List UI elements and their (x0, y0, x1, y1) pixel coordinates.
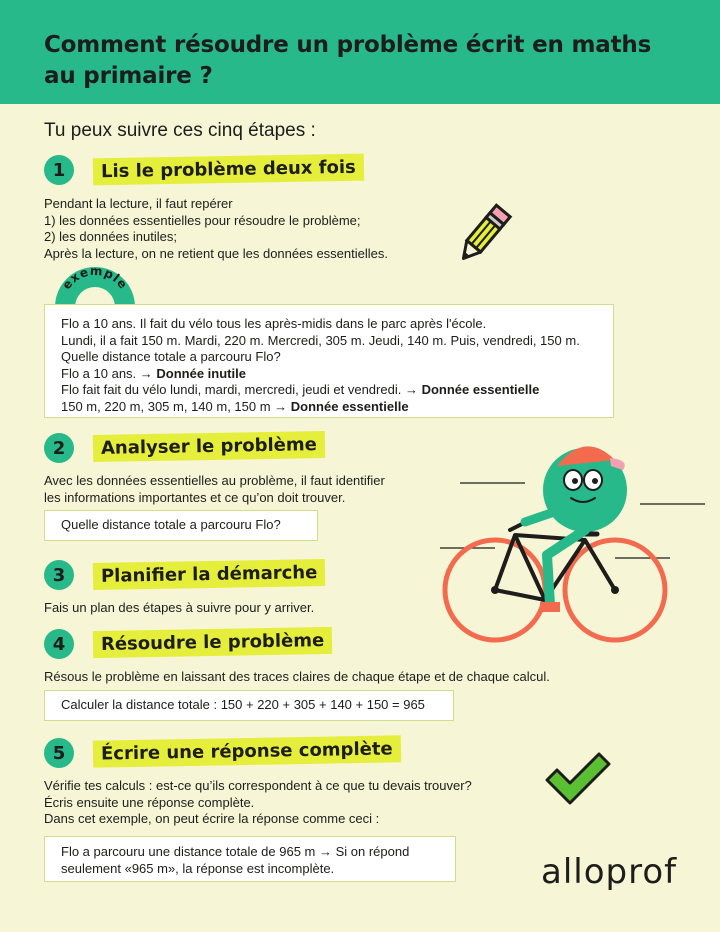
step-3-number: 3 (44, 560, 74, 590)
pencil-icon (448, 198, 520, 270)
alloprof-logo: alloprof (541, 852, 678, 892)
checkmark-icon (543, 750, 613, 810)
step-2-description: Avec les données essentielles au problème, il faut identifier les informations importantes et ce qu’on doit trouver. (44, 473, 385, 505)
cyclist-illustration (435, 430, 705, 645)
step-5-box: Flo a parcouru une distance totale de 965 m → Si on répond seulement «965 m», la réponse est incomplète. (44, 836, 456, 882)
header-banner (0, 0, 720, 104)
step-5-title: Écrire une réponse complète (93, 735, 401, 767)
example-line: Quelle distance totale a parcouru Flo? (61, 349, 281, 364)
example-line: Lundi, il a fait 150 m. Mardi, 220 m. Mercredi, 305 m. Jeudi, 140 m. Puis, vendredi, 150 m. (61, 332, 580, 348)
exemple-badge-label: exemple (59, 263, 131, 293)
step-2-box: Quelle distance totale a parcouru Flo? (44, 510, 318, 541)
step-1-title: Lis le problème deux fois (93, 154, 364, 186)
example-line: Flo a 10 ans. Il fait du vélo tous les après-midis dans le parc après l'école. (61, 316, 487, 331)
step-5-number: 5 (44, 738, 74, 768)
step-4-number: 4 (44, 629, 74, 659)
step-3-description: Fais un plan des étapes à suivre pour y arriver. (44, 600, 315, 615)
example-box (44, 304, 614, 418)
intro-text: Tu peux suivre ces cinq étapes : (44, 120, 316, 141)
example-line: Flo fait fait du vélo lundi, mardi, mercredi, jeudi et vendredi. → Donnée essentielle (61, 382, 540, 397)
step-2-title: Analyser le problème (93, 431, 325, 462)
step-2-number: 2 (44, 433, 74, 463)
example-line: Flo a 10 ans. → Donnée inutile (61, 365, 246, 381)
step-1-number: 1 (44, 155, 74, 185)
page-title: Comment résoudre un problème écrit en maths au primaire ? (44, 32, 652, 89)
example-line: 150 m, 220 m, 305 m, 140 m, 150 m → Donnée essentielle (61, 398, 409, 414)
step-4-box: Calculer la distance totale : 150 + 220 + 305 + 140 + 150 = 965 (44, 690, 454, 721)
step-5-description: Vérifie tes calculs : est-ce qu’ils correspondent à ce que tu devais trouver? Écris ensuite une réponse complète. Dans cet exemple, on peut écrire la réponse comme ceci : (44, 778, 472, 826)
step-4-title: Résoudre le problème (93, 627, 333, 658)
step-1-description: Pendant la lecture, il faut repérer 1) les données essentielles pour résoudre le problème; 2) les données inutiles; Après la lecture, on ne retient que les données essentielles. (44, 196, 388, 261)
step-3-title: Planifier la démarche (93, 559, 326, 590)
step-4-description: Résous le problème en laissant des traces claires de chaque étape et de chaque calcul. (44, 669, 550, 684)
